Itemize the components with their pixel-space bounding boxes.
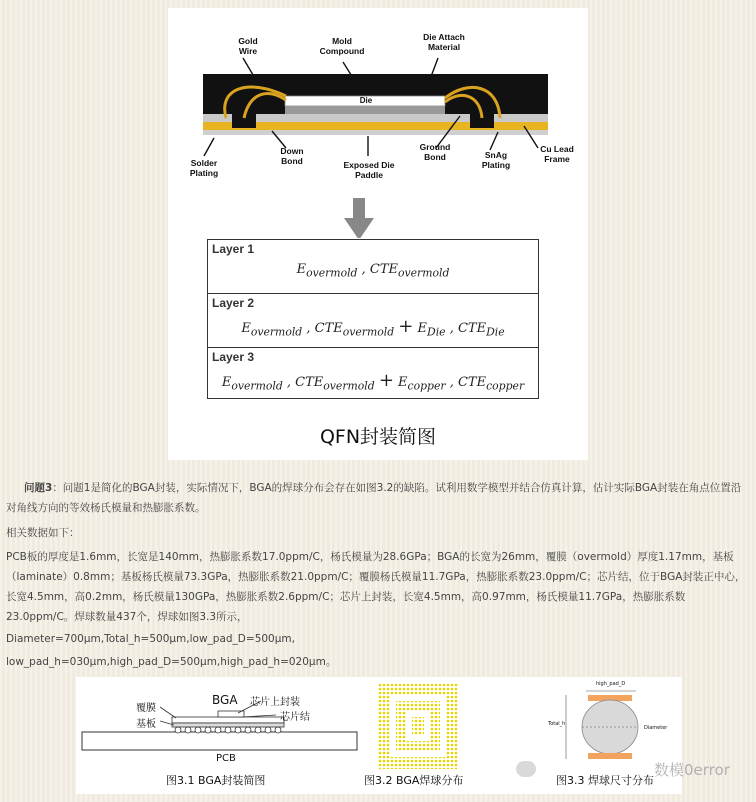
pcb-board bbox=[82, 732, 357, 750]
label-chip-top: 芯片上封装 bbox=[250, 697, 300, 708]
label-solder-plating: Solder Plating bbox=[189, 158, 219, 178]
fig31-caption: 图3.1 BGA封装简图 bbox=[166, 774, 266, 787]
down-arrow-stem bbox=[353, 198, 365, 220]
label-jiban: 基板 bbox=[136, 719, 156, 730]
label-pcb: PCB bbox=[216, 753, 236, 764]
label-die-attach: Die Attach Material bbox=[423, 32, 465, 52]
bga-overmold bbox=[172, 717, 284, 723]
down-arrow-head bbox=[344, 218, 374, 238]
related-heading: 相关数据如下： bbox=[6, 527, 80, 539]
label-mold-compound: Mold Compound bbox=[319, 36, 365, 56]
arrow-solder-plating bbox=[204, 138, 214, 156]
layer-equation: $E_{overmold}$ , $CTE_{overmold}$ bbox=[296, 262, 450, 280]
problem-text: ：问题1是简化的BGA封装，实际情况下，BGA的焊球分布会存在如图3.2的缺陷。试利用数学模型并结合仿真计算，估计实际BGA封装在角点位置沿对角线方向的等效杨氏模量和热膨胀系数。 bbox=[6, 482, 742, 514]
layer-title: Layer 1 bbox=[212, 242, 255, 256]
label-die: Die bbox=[359, 96, 373, 105]
wechat-icon bbox=[516, 761, 536, 777]
layer-equation: $E_{overmold}$ , $CTE_{overmold} + E_{Die}$ , $CTE_{Die}$ bbox=[241, 316, 505, 339]
label-ground-bond: Ground Bond bbox=[419, 142, 451, 162]
label-cu-lead-frame: Cu Lead Frame bbox=[540, 144, 574, 164]
layer-title: Layer 2 bbox=[212, 296, 255, 310]
layer-equation: $E_{overmold}$ , $CTE_{overmold} + E_{copper}$ , $CTE_{copper}$ bbox=[221, 370, 525, 393]
layer-row-3 bbox=[208, 348, 538, 398]
bga-substrate bbox=[172, 723, 284, 727]
bga-ball-distribution-diagram bbox=[378, 683, 458, 769]
label-chip-junction: 芯片结 bbox=[280, 712, 310, 723]
layer-row-2 bbox=[208, 294, 538, 348]
fig32-caption: 图3.2 BGA焊球分布 bbox=[364, 774, 464, 787]
label-bga: BGA bbox=[212, 693, 238, 707]
problem-paragraph bbox=[6, 478, 750, 518]
ball-grid-center bbox=[412, 717, 424, 735]
qfn-figure bbox=[168, 8, 588, 460]
label-high-pad-d: high_pad_D bbox=[596, 681, 626, 687]
layer-row-1 bbox=[208, 240, 538, 294]
qfn-caption: QFN封装简图 bbox=[319, 426, 437, 448]
watermark-text: 数模0error bbox=[654, 761, 730, 779]
label-snag-plating: SnAg Plating bbox=[481, 150, 511, 170]
data-paragraph: PCB板的厚度是1.6mm，长宽是140mm，热膨胀系数17.0ppm/C，杨氏模量为28.6GPa；BGA的长宽为26mm，覆膜（overmold）厚度1.17mm，基板（laminate）0.8mm；基板杨氏模量73.3GPa，热膨胀系数21.0ppm/C；覆膜杨氏模量11.7GPa，热膨胀系数23.0ppm/C；芯片结，位于BGA封装正中心，长宽4.5mm，高0.2mm，杨氏模量130GPa，热膨胀系数2.6ppm/C；芯片上封装，长宽4.5mm，高0.97mm，杨氏模量11.7GPa，热膨胀系数23.0ppm/C。焊球数量437个，焊球如图3.3所示， bbox=[6, 551, 746, 623]
label-diameter: Diameter bbox=[644, 725, 668, 731]
layer-table bbox=[207, 239, 539, 399]
label-total-h: Total_h bbox=[548, 721, 566, 727]
bottom-figures bbox=[76, 677, 730, 794]
label-fumo: 覆膜 bbox=[136, 703, 156, 714]
label-down-bond: Down Bond bbox=[280, 146, 304, 166]
label-gold-wire: Gold Wire bbox=[238, 36, 258, 56]
label-exposed-die-paddle: Exposed Die Paddle bbox=[343, 160, 395, 180]
problem-label: 问题3 bbox=[24, 482, 53, 494]
die-attach-shape bbox=[285, 106, 445, 114]
dims-line-2: low_pad_h=030μm,high_pad_D=500μm,high_pad_h=020μm。 bbox=[6, 656, 337, 668]
bottom-pad bbox=[588, 753, 632, 759]
layer-title: Layer 3 bbox=[212, 350, 255, 364]
fig33-caption: 图3.3 焊球尺寸分布 bbox=[556, 774, 654, 787]
dims-line-1: Diameter=700μm,Total_h=500μm,low_pad_D=500μm, bbox=[6, 633, 295, 645]
